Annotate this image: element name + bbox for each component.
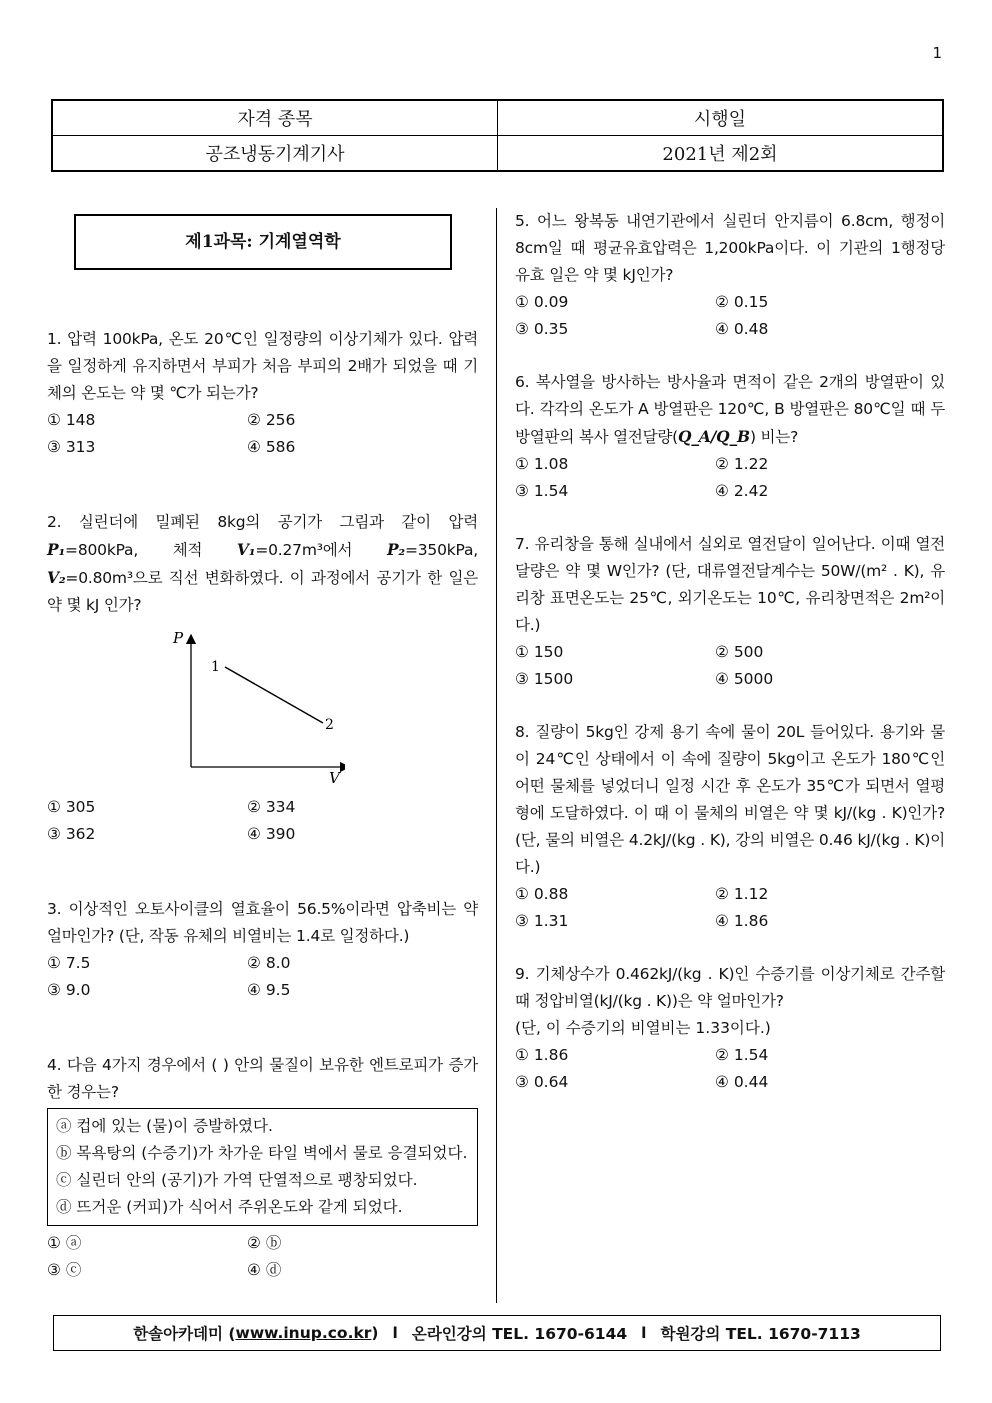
option-2[interactable]: ② 256 — [247, 411, 296, 429]
p-axis-label: P — [173, 629, 184, 647]
option-2[interactable]: ② 334 — [247, 798, 296, 816]
option-3[interactable]: ③ 0.64 — [515, 1073, 569, 1091]
option-4[interactable]: ④ 390 — [247, 825, 296, 843]
option-1[interactable]: ① 305 — [47, 798, 96, 816]
question-2 — [47, 509, 478, 848]
option-4[interactable]: ④ 586 — [247, 438, 296, 456]
page-number: 1 — [932, 44, 942, 62]
header-value-subject: 공조냉동기계기사 — [52, 136, 498, 172]
option-4[interactable]: ④ 5000 — [715, 670, 774, 688]
question-text: 7. 유리창을 통해 실내에서 실외로 열전달이 일어난다. 이때 열전달량은 약 몇 W인가? (단, 대류열전달계수는 50W/(m² . K), 유리창 표면온도는 25℃, 외기온도는 10℃, 유리창면적은 2m²이다.) — [515, 535, 945, 634]
options — [515, 639, 945, 693]
option-4[interactable]: ④ ⓓ — [247, 1261, 282, 1279]
footer-offline: 학원강의 TEL. 1670-7113 — [660, 1325, 861, 1343]
question-3 — [47, 896, 478, 1004]
options — [47, 794, 478, 848]
question-text: 8. 질량이 5kg인 강제 용기 속에 물이 20L 들어있다. 용기와 물이 24℃인 상태에서 이 속에 질량이 5kg이고 온도가 180℃인 어떤 물체를 넣었더니 일정 시간 후 온도가 35℃가 되면서 열평형에 도달하였다. 이 때 이 물체의 비열은 약 몇 kJ/(kg . K)인가? (단, 물의 비열은 4.2kJ/(kg . K), 강의 비열은 0.46 kJ/(kg . K)이다.) — [515, 723, 945, 876]
option-2[interactable]: ② 1.54 — [715, 1046, 769, 1064]
options — [515, 881, 945, 935]
footer — [53, 1315, 941, 1351]
text-part: ) 비는? — [749, 428, 799, 446]
condition-c: ⓒ 실린더 안의 (공기)가 가역 단열적으로 팽창되었다. — [56, 1171, 418, 1189]
option-3[interactable]: ③ 1500 — [515, 670, 574, 688]
text-part: =350kPa, — [404, 541, 479, 559]
option-4[interactable]: ④ 0.44 — [715, 1073, 769, 1091]
footer-academy-close: ) — [371, 1324, 379, 1342]
option-2[interactable]: ② 1.12 — [715, 885, 769, 903]
condition-a: ⓐ 컵에 있는 (물)이 증발하였다. — [56, 1117, 273, 1135]
question-text: 1. 압력 100kPa, 온도 20℃인 일정량의 이상기체가 있다. 압력을 일정하게 유지하면서 부피가 처음 부피의 2배가 되었을 때 기체의 온도는 약 몇 ℃가 되는가? — [47, 330, 478, 402]
variable-v1: V₁ — [236, 540, 256, 559]
option-1[interactable]: ① 148 — [47, 411, 96, 429]
question-text: 4. 다음 4가지 경우에서 ( ) 안의 물질이 보유한 엔트로피가 증가한 경우는? — [47, 1056, 478, 1101]
option-2[interactable]: ② ⓑ — [247, 1234, 282, 1252]
option-4[interactable]: ④ 9.5 — [247, 981, 291, 999]
subject-title: 제1과목: 기계열역학 — [74, 214, 452, 270]
option-1[interactable]: ① 150 — [515, 643, 564, 661]
footer-separator: l — [641, 1324, 647, 1342]
options — [515, 1042, 945, 1096]
option-4[interactable]: ④ 2.42 — [715, 482, 769, 500]
question-note: (단, 이 수증기의 비열비는 1.33이다.) — [515, 1019, 771, 1037]
option-3[interactable]: ③ ⓒ — [47, 1261, 82, 1279]
heat-ratio: Q_A/Q_B — [678, 427, 750, 446]
header-label-date: 시행일 — [498, 100, 944, 136]
question-7 — [515, 531, 945, 693]
footer-url-link[interactable]: www.inup.co.kr — [235, 1324, 372, 1342]
condition-b: ⓑ 목욕탕의 (수증기)가 차가운 타일 벽에서 물로 응결되었다. — [56, 1144, 468, 1162]
footer-online: 온라인강의 TEL. 1670-6144 — [411, 1325, 628, 1343]
process-line — [225, 667, 323, 723]
option-1[interactable]: ① ⓐ — [47, 1234, 82, 1252]
option-4[interactable]: ④ 1.86 — [715, 912, 769, 930]
footer-separator: l — [392, 1324, 398, 1342]
option-3[interactable]: ③ 0.35 — [515, 320, 569, 338]
question-text: 9. 기체상수가 0.462kJ/(kg . K)인 수증기를 이상기체로 간주할 때 정압비열(kJ/(kg . K))은 약 얼마인가? — [515, 965, 945, 1010]
option-2[interactable]: ② 1.22 — [715, 455, 769, 473]
option-1[interactable]: ① 1.86 — [515, 1046, 569, 1064]
question-text — [47, 509, 478, 619]
text-part: =0.80m³으로 직선 변화하였다. 이 과정에서 공기가 한 일은 약 몇 kJ 인가? — [47, 569, 478, 614]
right-column — [515, 208, 945, 1096]
option-1[interactable]: ① 1.08 — [515, 455, 569, 473]
condition-box — [47, 1108, 478, 1226]
column-divider — [496, 208, 497, 1303]
options — [47, 1230, 478, 1284]
variable-p1: P₁ — [47, 540, 66, 559]
option-1[interactable]: ① 7.5 — [47, 954, 91, 972]
text-part: =0.27m³에서 — [255, 541, 387, 559]
header-value-date: 2021년 제2회 — [498, 136, 944, 172]
option-2[interactable]: ② 500 — [715, 643, 764, 661]
text-part: 6. 복사열을 방사하는 방사율과 면적이 같은 2개의 방열판이 있다. 각각의 온도가 A 방열판은 120℃, B 방열판은 80℃일 때 두 방열판의 복사 열전달량( — [515, 373, 945, 446]
v-axis-label: V — [329, 769, 340, 785]
question-text — [515, 369, 945, 451]
option-1[interactable]: ① 0.09 — [515, 293, 569, 311]
variable-p2: P₂ — [386, 540, 405, 559]
option-3[interactable]: ③ 1.31 — [515, 912, 569, 930]
question-1 — [47, 326, 478, 461]
question-text: 3. 이상적인 오토사이클의 열효율이 56.5%이라면 압축비는 약 얼마인가? (단, 작동 유체의 비열비는 1.4로 일정하다.) — [47, 900, 478, 945]
options — [515, 451, 945, 505]
exam-info-table — [51, 99, 944, 172]
question-8 — [515, 719, 945, 935]
option-1[interactable]: ① 0.88 — [515, 885, 569, 903]
option-3[interactable]: ③ 362 — [47, 825, 96, 843]
question-text: 5. 어느 왕복동 내연기관에서 실린더 안지름이 6.8cm, 행정이 8cm일 때 평균유효압력은 1,200kPa이다. 이 기관의 1행정당 유효 일은 약 몇 kJ인가? — [515, 212, 945, 284]
variable-v2: V₂ — [47, 568, 66, 587]
option-3[interactable]: ③ 313 — [47, 438, 96, 456]
options — [47, 950, 478, 1004]
footer-academy: 한솔아카데미 ( — [133, 1325, 236, 1343]
option-4[interactable]: ④ 0.48 — [715, 320, 769, 338]
options — [47, 407, 478, 461]
left-column — [47, 208, 478, 1284]
condition-d: ⓓ 뜨거운 (커피)가 식어서 주위온도와 같게 되었다. — [56, 1198, 403, 1216]
option-2[interactable]: ② 0.15 — [715, 293, 769, 311]
text-part: 2. 실린더에 밀폐된 8kg의 공기가 그림과 같이 압력 — [47, 513, 478, 531]
question-4 — [47, 1052, 478, 1284]
option-2[interactable]: ② 8.0 — [247, 954, 291, 972]
state-point-1: 1 — [211, 659, 220, 675]
state-point-2: 2 — [325, 717, 334, 733]
question-5 — [515, 208, 945, 343]
text-part: =800kPa, 체적 — [65, 541, 237, 559]
option-3[interactable]: ③ 9.0 — [47, 981, 91, 999]
pv-diagram — [165, 625, 345, 785]
question-9 — [515, 961, 945, 1096]
question-6 — [515, 369, 945, 505]
option-3[interactable]: ③ 1.54 — [515, 482, 569, 500]
header-label-subject: 자격 종목 — [52, 100, 498, 136]
options — [515, 289, 945, 343]
